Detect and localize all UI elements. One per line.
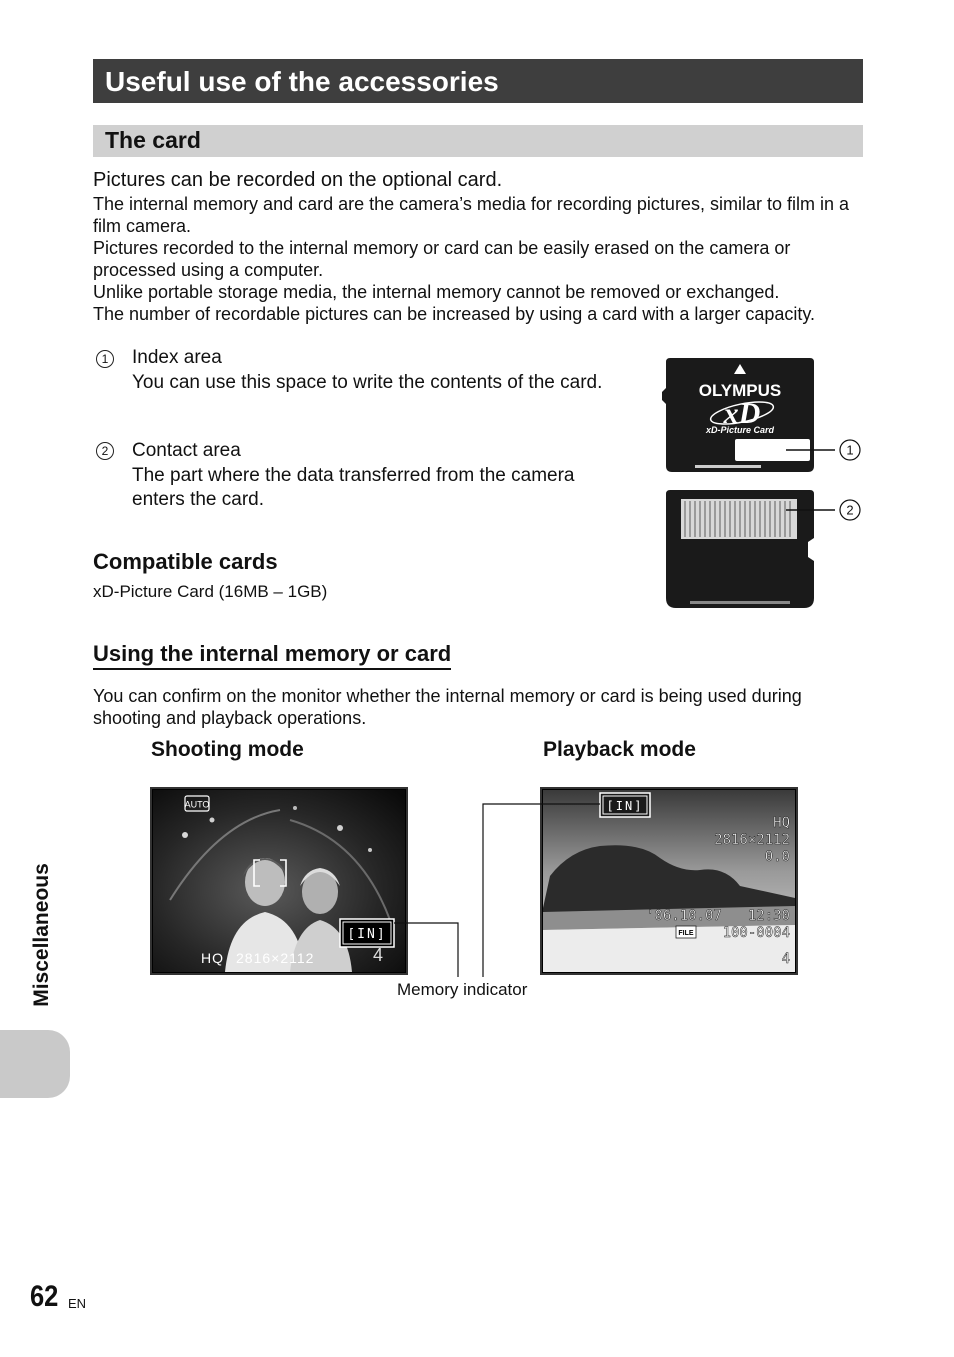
item-number-1: 1: [96, 350, 114, 368]
intro-lead: Pictures can be recorded on the optional card.: [93, 169, 503, 191]
card-brand: OLYMPUS: [698, 381, 782, 400]
section-bar: [93, 125, 863, 157]
playback-exposure: 0.0: [764, 849, 790, 865]
item-number-2: 2: [96, 442, 114, 460]
internal-memory-heading: Using the internal memory or card: [93, 641, 451, 670]
intro-paragraph-4: The number of recordable pictures can be increased by using a card with a larger capacity.: [93, 304, 816, 324]
playback-memory-text: [IN]: [606, 799, 644, 813]
playback-date: '06.10.07: [646, 908, 722, 924]
shooting-mode-icon-label: AUTO: [184, 799, 210, 810]
card-logo: xD: [723, 397, 761, 430]
shooting-memory-text: [IN]: [347, 927, 387, 942]
intro-paragraph-2: Pictures recorded to the internal memory or card can be easily erased on the camera or processed using a computer.: [93, 238, 791, 280]
monitor-examples: [140, 780, 820, 995]
shooting-quality: HQ: [201, 950, 224, 966]
internal-memory-paragraph: You can confirm on the monitor whether the internal memory or card is being used during shooting and playback operations.: [93, 686, 802, 728]
playback-resolution: 2816×2112: [714, 832, 790, 848]
intro-paragraph-3: Unlike portable storage media, the internal memory cannot be removed or exchanged.: [93, 282, 780, 302]
section-title: The card: [105, 127, 201, 153]
playback-quality: HQ: [773, 815, 790, 831]
card-caption: xD-Picture Card: [705, 425, 775, 435]
page-number: 62: [30, 1280, 59, 1313]
file-icon-label: FILE: [678, 930, 694, 937]
compatible-cards-heading: Compatible cards: [93, 549, 278, 574]
sidebar-tab: [0, 1030, 70, 1098]
page-language: EN: [68, 1296, 87, 1311]
playback-time: 12:30: [747, 908, 790, 924]
sidebar-section-label: [22, 855, 62, 1015]
shooting-mode-label: Shooting mode: [151, 738, 304, 761]
callout-2: 2: [846, 502, 854, 518]
page-title: Useful use of the accessories: [105, 66, 499, 97]
contact-area-title: Contact area: [132, 440, 241, 461]
xd-card-illustration: [660, 352, 870, 617]
contact-area-description: The part where the data transferred from the camera enters the card.: [132, 465, 575, 510]
playback-mode-screen: [541, 788, 797, 974]
playback-frame: 4: [781, 951, 790, 967]
intro-paragraph-1: The internal memory and card are the camera’s media for recording pictures, similar to film in a film camera.: [93, 194, 849, 236]
index-area-description: You can use this space to write the contents of the card.: [132, 372, 603, 393]
shooting-resolution: 2816×2112: [236, 950, 315, 966]
index-area-title: Index area: [132, 347, 222, 368]
shooting-remaining: 4: [373, 945, 384, 965]
memory-indicator-label: Memory indicator: [397, 980, 528, 999]
playback-file-number: 100-0004: [722, 925, 790, 941]
compatible-cards-text: xD-Picture Card (16MB – 1GB): [93, 582, 328, 601]
shooting-mode-screen: [151, 788, 407, 974]
playback-mode-label: Playback mode: [543, 738, 696, 761]
title-bar: [93, 59, 863, 103]
sidebar-label-text: Miscellaneous: [30, 863, 53, 1007]
callout-1: 1: [846, 442, 854, 458]
